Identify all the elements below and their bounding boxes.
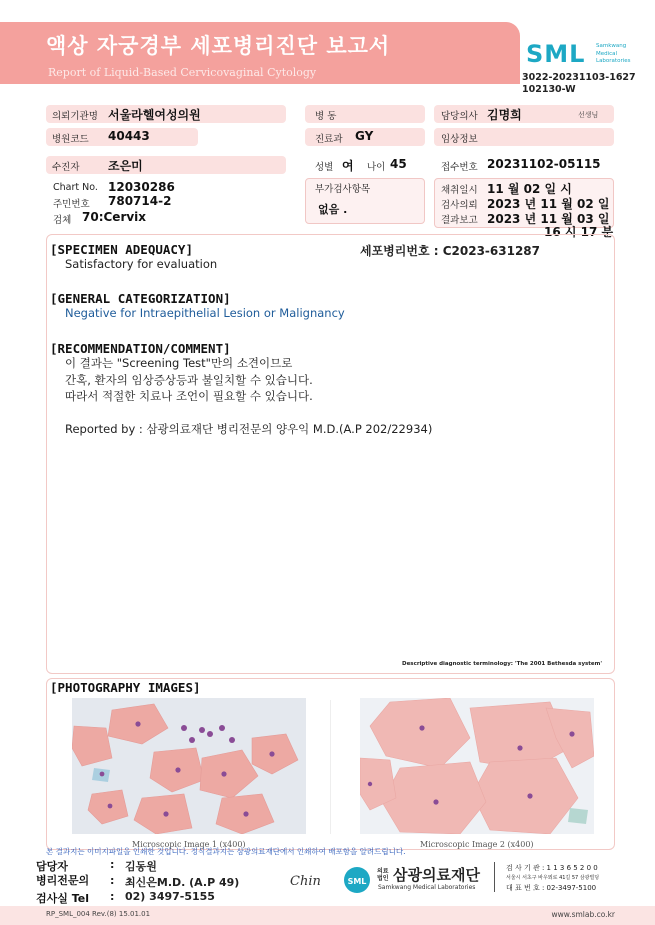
extra-test: 없음 .	[318, 203, 348, 216]
website: www.smlab.co.kr	[551, 910, 615, 919]
general-heading: [GENERAL CATEGORIZATION]	[50, 291, 231, 306]
general-result: Negative for Intraepithelial Lesion or Malignancy	[65, 306, 345, 320]
microscopic-image-1	[72, 698, 306, 834]
report-title: 액상 자궁경부 세포병리진단 보고서	[46, 34, 391, 58]
department: GY	[355, 129, 374, 143]
reported-by: Reported by : 삼광의료재단 병리전문의 양우익 M.D.(A.P 202/22934)	[65, 422, 433, 436]
request-date: 2023 년 11 월 02 일	[487, 197, 610, 211]
receipt-number: 20231102-05115	[487, 157, 601, 171]
result-date: 2023 년 11 월 03 일	[487, 212, 610, 226]
print-warning: 본 결과지는 이미지파일을 인쇄한 것입니다. 정식결과지는 삼광의료재단에서 인쇄하여 배포함을 알려드립니다.	[46, 847, 406, 856]
org-name: 삼광의료재단	[393, 866, 480, 884]
terminology-note: Descriptive diagnostic terminology: 'The 2001 Bethesda system'	[402, 661, 603, 667]
org-name-en: Samkwang Medical Laboratories	[378, 884, 476, 891]
clinic-name: 서울라헬여성의원	[108, 108, 201, 122]
cytology-number: 세포병리번호 : C2023-631287	[360, 244, 541, 258]
adequacy-heading: [SPECIMEN ADEQUACY]	[50, 242, 193, 257]
photo-heading: [PHOTOGRAPHY IMAGES]	[50, 680, 201, 695]
doctor-name: 김명희	[487, 108, 522, 122]
age: 45	[390, 157, 407, 171]
sml-emblem-icon	[343, 866, 373, 894]
adequacy-result: Satisfactory for evaluation	[65, 257, 218, 271]
svg-text:SML: SML	[347, 877, 367, 886]
sml-logo: SML Samkwang Medical Laboratories	[526, 40, 631, 68]
lab-tel: 02) 3497-5155	[125, 890, 215, 903]
manager-name: 김동원	[125, 860, 157, 873]
collect-date: 11 월 02 일 시	[487, 182, 572, 196]
hospital-code: 40443	[108, 129, 150, 143]
report-subtitle: Report of Liquid-Based Cervicovaginal Cytology	[48, 66, 317, 79]
recommend-heading: [RECOMMENDATION/COMMENT]	[50, 341, 231, 356]
signature: Chin	[290, 874, 321, 889]
chart-number: 12030286	[108, 180, 175, 194]
recommend-line: 이 결과는 "Screening Test"만의 소견이므로	[65, 356, 293, 370]
report-code: 3022-20231103-1627	[522, 72, 636, 83]
sex: 여	[342, 159, 354, 173]
report-code-suffix: 102130-W	[522, 84, 576, 95]
resident-number: 780714-2	[108, 194, 172, 208]
recommend-line: 간혹, 환자의 임상증상등과 불일치할 수 있습니다.	[65, 373, 313, 387]
recommend-line: 따라서 적절한 치료나 조언이 필요할 수 있습니다.	[65, 389, 313, 403]
photo-divider	[330, 700, 331, 834]
image-1-caption: Microscopic Image 1 (x400)	[132, 840, 246, 849]
form-code: RP_SML_004 Rev.(8) 15.01.01	[46, 910, 151, 918]
specimen: 70:Cervix	[82, 210, 147, 224]
microscopic-image-2	[360, 698, 594, 834]
image-2-caption: Microscopic Image 2 (x400)	[420, 840, 534, 849]
result-time: 16 시 17 분	[544, 225, 614, 239]
recipient-name: 조은미	[108, 159, 143, 173]
recipient-pill	[46, 156, 286, 174]
pathologist-name: 최신은M.D. (A.P 49)	[125, 876, 240, 889]
